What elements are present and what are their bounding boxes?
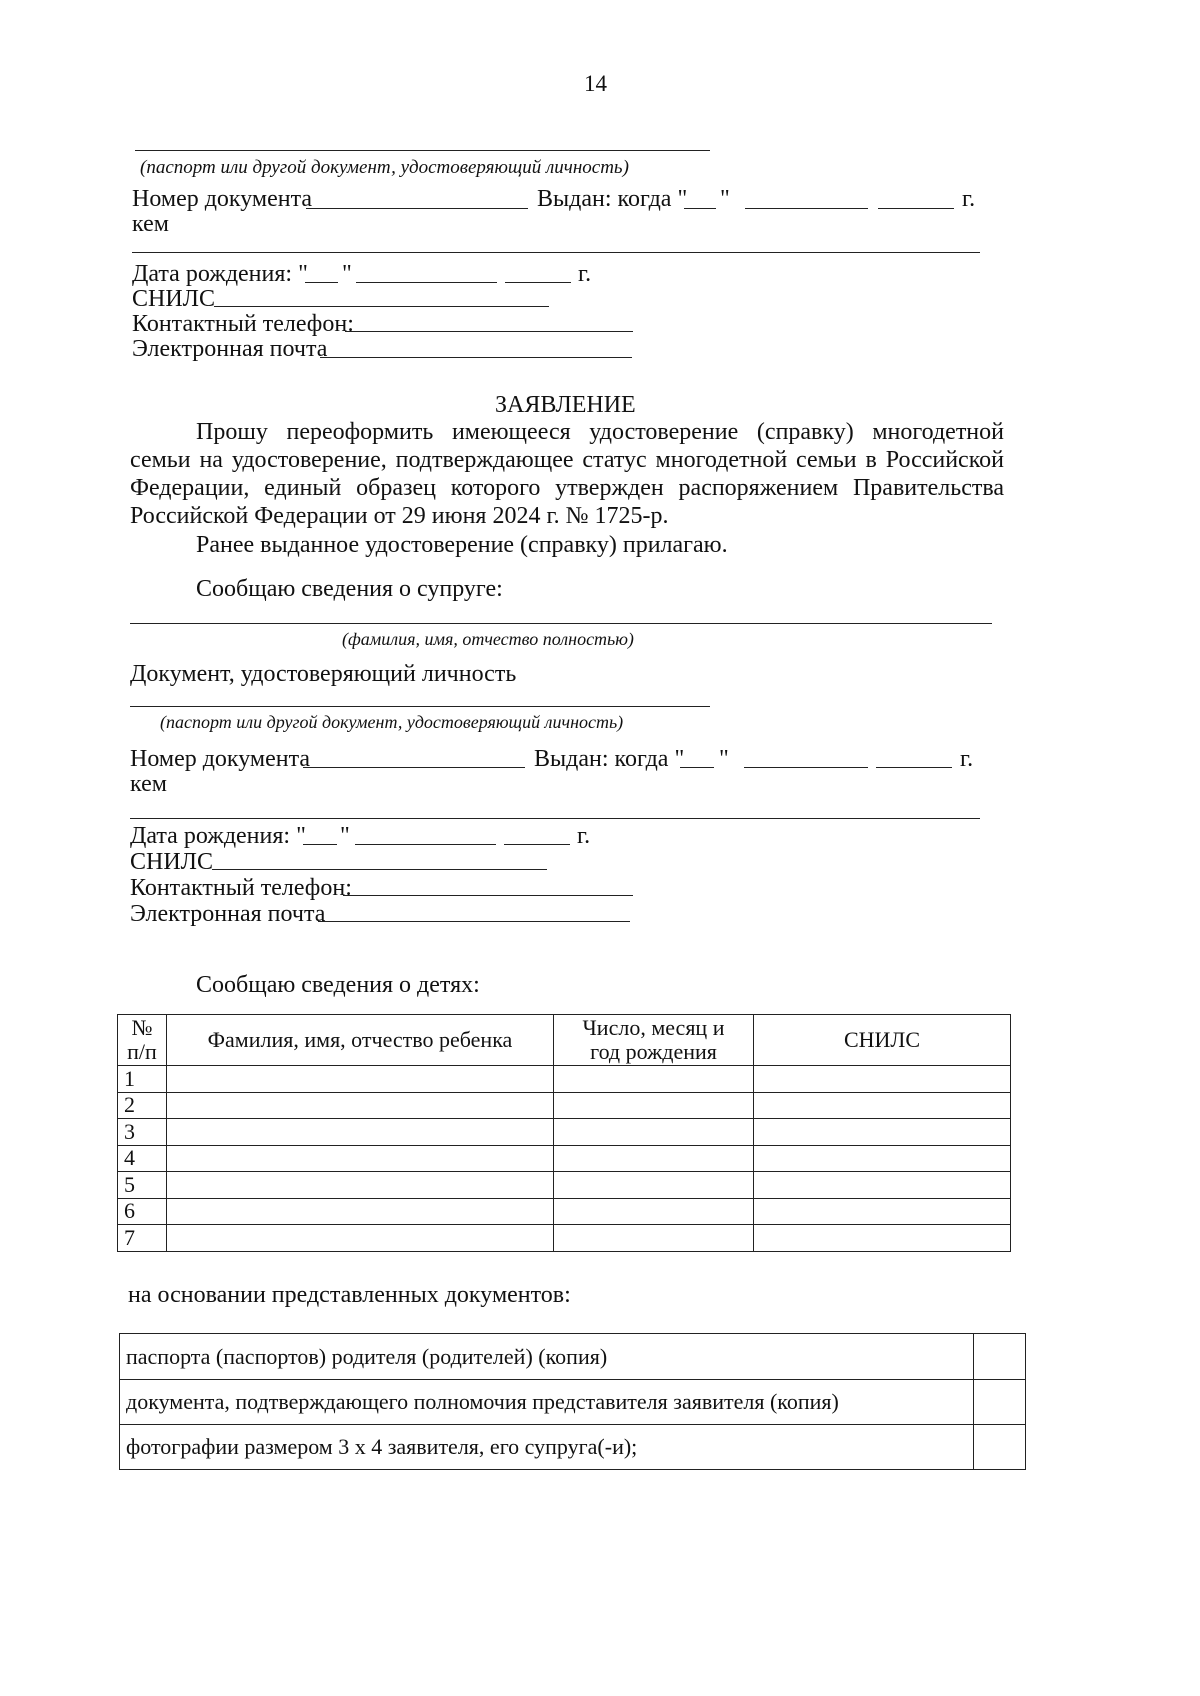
spouse-dob-day-field[interactable] — [303, 844, 337, 845]
table-row — [118, 1092, 1011, 1119]
child-name-cell[interactable] — [167, 1066, 554, 1093]
applicant-doc-caption: (паспорт или другой документ, удостоверяющий личность) — [140, 157, 629, 178]
child-name-cell[interactable] — [167, 1172, 554, 1199]
spouse-issued-quote: " — [719, 746, 729, 772]
applicant-snils-label: СНИЛС — [132, 286, 215, 312]
applicant-by-whom-label: кем — [132, 211, 169, 237]
document-checkbox[interactable] — [974, 1425, 1026, 1470]
child-snils-cell[interactable] — [754, 1066, 1011, 1093]
applicant-issued-quote: " — [720, 186, 730, 212]
child-dob-cell[interactable] — [554, 1119, 754, 1146]
page-number: 14 — [584, 71, 607, 96]
row-number: 4 — [118, 1145, 167, 1172]
spouse-doc-caption: (паспорт или другой документ, удостоверяющий личность) — [160, 712, 624, 732]
col-number-header: № п/п — [118, 1015, 167, 1066]
col-snils-header: СНИЛС — [754, 1015, 1011, 1066]
document-checkbox[interactable] — [974, 1380, 1026, 1425]
spouse-snils-label: СНИЛС — [130, 849, 213, 875]
applicant-issued-day-field[interactable] — [684, 208, 716, 209]
document-row — [120, 1425, 1026, 1470]
applicant-issued-month-field[interactable] — [745, 208, 868, 209]
documents-table — [119, 1333, 1026, 1470]
row-number: 7 — [118, 1225, 167, 1252]
child-snils-cell[interactable] — [754, 1119, 1011, 1146]
applicant-dob-day-field[interactable] — [305, 282, 338, 283]
children-intro: Сообщаю сведения о детях: — [196, 972, 480, 998]
row-number: 5 — [118, 1172, 167, 1199]
spouse-phone-field[interactable] — [343, 895, 633, 896]
child-name-cell[interactable] — [167, 1119, 554, 1146]
spouse-dob-month-field[interactable] — [355, 844, 496, 845]
applicant-issuer-field[interactable] — [132, 252, 980, 253]
documents-intro: на основании представленных документов: — [128, 1282, 571, 1308]
table-row — [118, 1172, 1011, 1199]
applicant-dob-quote: " — [342, 261, 352, 287]
spouse-snils-field[interactable] — [212, 869, 547, 870]
children-table-header — [118, 1015, 1011, 1066]
applicant-email-field[interactable] — [320, 357, 632, 358]
child-dob-cell[interactable] — [554, 1198, 754, 1225]
statement-title: ЗАЯВЛЕНИЕ — [495, 392, 636, 418]
spouse-issued-year-suffix: г. — [960, 746, 974, 772]
spouse-name-caption: (фамилия, имя, отчество полностью) — [342, 629, 634, 649]
statement-line-2: семьи на удостоверение, подтверждающее статус многодетной семьи в Российской — [130, 447, 1004, 473]
applicant-doc-number-label: Номер документа — [132, 186, 313, 212]
child-dob-cell[interactable] — [554, 1066, 754, 1093]
child-snils-cell[interactable] — [754, 1225, 1011, 1252]
document-row — [120, 1380, 1026, 1425]
row-number: 1 — [118, 1066, 167, 1093]
child-name-cell[interactable] — [167, 1198, 554, 1225]
spouse-doc-type-line[interactable] — [130, 706, 710, 707]
spouse-email-field[interactable] — [318, 921, 630, 922]
spouse-dob-quote: " — [340, 823, 350, 849]
document-label: документа, подтверждающего полномочия представителя заявителя (копия) — [120, 1380, 974, 1425]
applicant-doc-type-line[interactable] — [135, 150, 710, 151]
applicant-dob-year-field[interactable] — [505, 282, 571, 283]
spouse-issued-label: Выдан: когда " — [534, 746, 685, 772]
row-number: 6 — [118, 1198, 167, 1225]
child-snils-cell[interactable] — [754, 1145, 1011, 1172]
applicant-issued-year-suffix: г. — [962, 186, 976, 212]
applicant-phone-field[interactable] — [345, 331, 633, 332]
col-name-header: Фамилия, имя, отчество ребенка — [167, 1015, 554, 1066]
document-row — [120, 1334, 1026, 1380]
document-label: паспорта (паспортов) родителя (родителей) (копия) — [120, 1334, 974, 1380]
table-row — [118, 1066, 1011, 1093]
child-name-cell[interactable] — [167, 1092, 554, 1119]
statement-line-4: Российской Федерации от 29 июня 2024 г. № 1725-р. — [130, 503, 669, 529]
statement-line-3: Федерации, единый образец которого утвержден распоряжением Правительства — [130, 475, 1004, 501]
applicant-issued-year-field[interactable] — [878, 208, 954, 209]
child-dob-cell[interactable] — [554, 1225, 754, 1252]
col-dob-header: Число, месяц и год рождения — [554, 1015, 754, 1066]
children-table — [117, 1014, 1011, 1252]
table-row — [118, 1225, 1011, 1252]
spouse-email-label: Электронная почта — [130, 901, 326, 927]
child-snils-cell[interactable] — [754, 1172, 1011, 1199]
child-dob-cell[interactable] — [554, 1145, 754, 1172]
statement-attachment-note: Ранее выданное удостоверение (справку) прилагаю. — [196, 532, 728, 558]
table-row — [118, 1119, 1011, 1146]
spouse-issued-day-field[interactable] — [680, 767, 714, 768]
applicant-issued-label: Выдан: когда " — [537, 186, 688, 212]
spouse-id-doc-label: Документ, удостоверяющий личность — [130, 661, 517, 687]
child-snils-cell[interactable] — [754, 1198, 1011, 1225]
statement-line-1: Прошу переоформить имеющееся удостоверение (справку) многодетной — [196, 419, 1004, 445]
spouse-by-whom-label: кем — [130, 771, 167, 797]
table-row — [118, 1145, 1011, 1172]
spouse-dob-year-suffix: г. — [577, 823, 591, 849]
applicant-dob-label: Дата рождения: " — [132, 261, 308, 287]
spouse-dob-year-field[interactable] — [504, 844, 570, 845]
applicant-dob-month-field[interactable] — [356, 282, 497, 283]
applicant-doc-number-field[interactable] — [306, 208, 528, 209]
spouse-dob-label: Дата рождения: " — [130, 823, 306, 849]
spouse-doc-number-field[interactable] — [303, 767, 525, 768]
child-dob-cell[interactable] — [554, 1092, 754, 1119]
row-number: 3 — [118, 1119, 167, 1146]
spouse-name-field[interactable] — [130, 623, 992, 624]
spouse-phone-label: Контактный телефон: — [130, 875, 352, 901]
applicant-dob-year-suffix: г. — [578, 261, 592, 287]
child-name-cell[interactable] — [167, 1145, 554, 1172]
applicant-snils-field[interactable] — [214, 306, 549, 307]
row-number: 2 — [118, 1092, 167, 1119]
child-snils-cell[interactable] — [754, 1092, 1011, 1119]
table-row — [118, 1198, 1011, 1225]
spouse-issuer-field[interactable] — [130, 818, 980, 819]
spouse-doc-number-label: Номер документа — [130, 746, 311, 772]
document-checkbox[interactable] — [974, 1334, 1026, 1380]
child-dob-cell[interactable] — [554, 1172, 754, 1199]
child-name-cell[interactable] — [167, 1225, 554, 1252]
applicant-phone-label: Контактный телефон: — [132, 311, 354, 337]
spouse-issued-year-field[interactable] — [876, 767, 952, 768]
document-label: фотографии размером 3 х 4 заявителя, его супруга(-и); — [120, 1425, 974, 1470]
spouse-intro: Сообщаю сведения о супруге: — [196, 576, 503, 602]
spouse-issued-month-field[interactable] — [744, 767, 868, 768]
applicant-email-label: Электронная почта — [132, 336, 328, 362]
